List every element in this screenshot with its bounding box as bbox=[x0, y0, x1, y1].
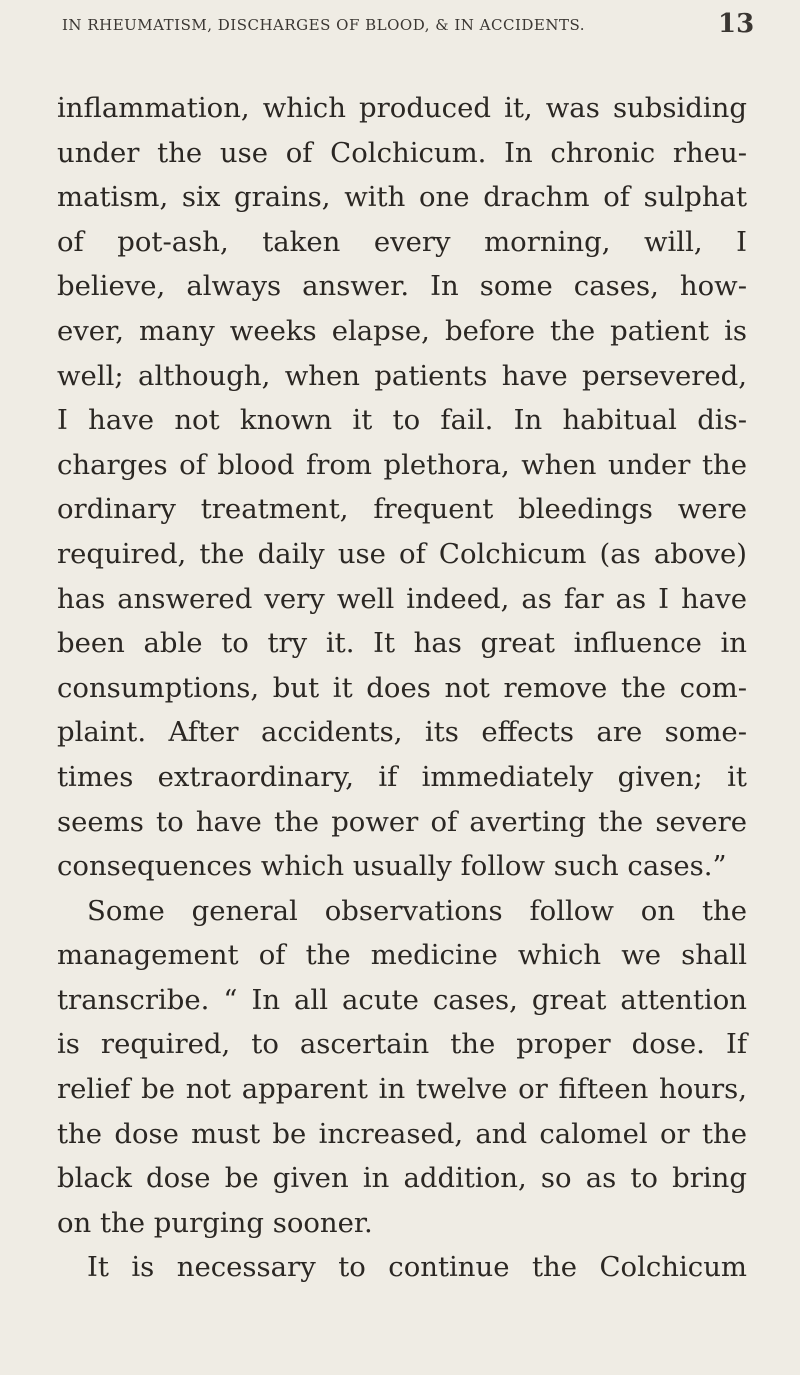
text-line: transcribe. “ In all acute cases, great attention bbox=[57, 983, 747, 1016]
text-line: been able to try it. It has great influence in bbox=[57, 627, 747, 660]
text-line: under the use of Colchicum. In chronic rheu- bbox=[57, 136, 747, 169]
text-line: ever, many weeks elapse, before the patient is bbox=[57, 314, 747, 347]
text-line: well; although, when patients have persevered, bbox=[57, 359, 747, 392]
text-line: of pot-ash, taken every morning, will, I bbox=[57, 225, 747, 258]
text-line: black dose be given in addition, so as to bring bbox=[57, 1162, 747, 1195]
text-line: consumptions, but it does not remove the com- bbox=[57, 671, 747, 704]
text-line: on the purging sooner. bbox=[57, 1206, 373, 1239]
text-line: seems to have the power of averting the severe bbox=[57, 805, 747, 838]
paragraph-start-line: Some general observations follow on the bbox=[87, 894, 747, 927]
text-line: plaint. After accidents, its effects are some- bbox=[57, 716, 747, 749]
text-line: the dose must be increased, and calomel or the bbox=[57, 1117, 747, 1150]
body-text bbox=[57, 86, 747, 1290]
text-line: I have not known it to fail. In habitual dis- bbox=[57, 404, 747, 437]
text-line: times extraordinary, if immediately given; it bbox=[57, 760, 747, 793]
text-line: inflammation, which produced it, was subsiding bbox=[57, 92, 747, 124]
text-line: management of the medicine which we shall bbox=[57, 939, 747, 972]
paragraph-start-line: It is necessary to continue the Colchicum bbox=[87, 1251, 747, 1284]
text-line: required, the daily use of Colchicum (as above) bbox=[57, 537, 747, 570]
text-line: relief be not apparent in twelve or fifteen hours, bbox=[57, 1073, 747, 1106]
text-line: is required, to ascertain the proper dose. If bbox=[57, 1028, 747, 1061]
text-line: has answered very well indeed, as far as I have bbox=[57, 582, 747, 615]
text-line: matism, six grains, with one drachm of sulphat bbox=[57, 181, 747, 214]
text-line: charges of blood from plethora, when under the bbox=[57, 448, 747, 481]
text-line: consequences which usually follow such cases.” bbox=[57, 850, 727, 883]
page-number: 13 bbox=[718, 9, 755, 39]
text-line: believe, always answer. In some cases, how- bbox=[57, 270, 747, 303]
text-line: ordinary treatment, frequent bleedings were bbox=[57, 493, 747, 526]
running-head bbox=[62, 9, 762, 39]
running-title: IN RHEUMATISM, DISCHARGES OF BLOOD, & IN ACCIDENTS. bbox=[62, 16, 585, 34]
